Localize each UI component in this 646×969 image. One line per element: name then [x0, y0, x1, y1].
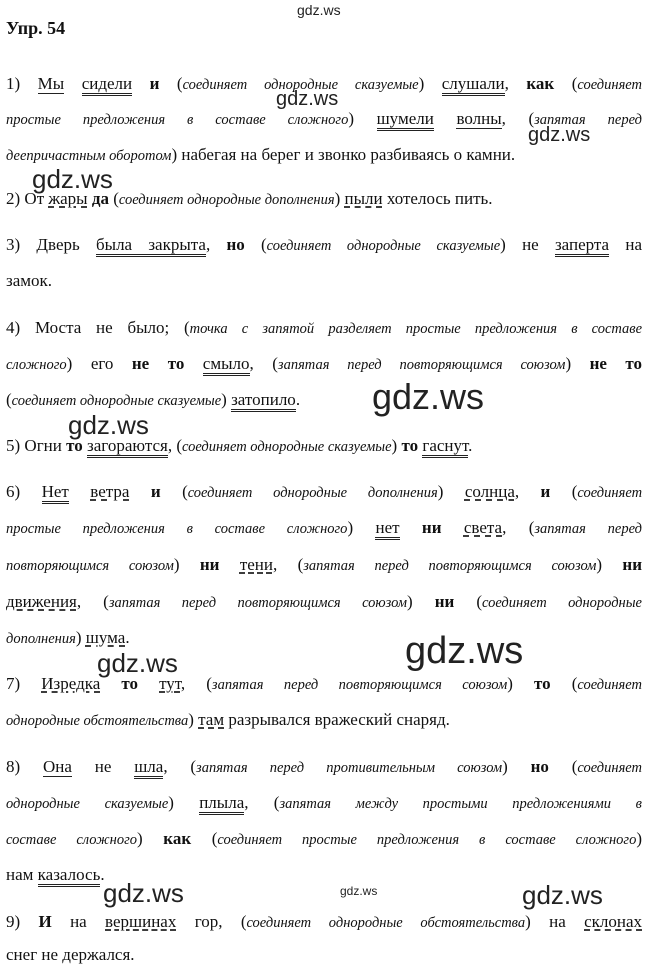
text: набегая на берег и звонко разбиваясь о камни.	[181, 145, 516, 164]
conjunction: то	[121, 674, 138, 693]
adverbial: вершинах	[105, 912, 177, 931]
conjunction: то	[66, 436, 83, 455]
conjunction: но	[226, 235, 245, 254]
conjunction: ни	[421, 518, 442, 537]
note: соединяет однородные дополнения	[118, 192, 335, 208]
sentence-number: 9)	[6, 912, 21, 931]
predicate: сидели	[82, 74, 132, 96]
note: сложного	[6, 357, 67, 373]
conjunction: как	[526, 74, 555, 93]
conjunction: то	[534, 674, 551, 693]
object: тени	[239, 555, 273, 574]
sentence-number: 6)	[6, 482, 21, 501]
sentence-9-line-1: 9) И на вершинах гор, (соединяет однородные обстоятельства) на склонах	[6, 912, 643, 931]
note: дополнения	[6, 631, 76, 647]
sentence-number: 5)	[6, 436, 21, 455]
note: соединяет	[577, 760, 643, 776]
sentence-4-line-1: 4) Моста не было; (точка с запятой разделяет простые предложения в составе	[6, 318, 643, 337]
predicate: затопило	[231, 390, 296, 412]
conjunction: да	[91, 189, 109, 208]
note: запятая перед повторяющимся союзом	[108, 595, 408, 611]
conjunction: не то	[589, 354, 643, 373]
sentence-5: 5) Огни то загораются, (соединяет однородные сказуемые) то гаснут.	[6, 435, 642, 458]
sentence-4-line-3: (соединяет однородные сказуемые) затопило.	[6, 389, 642, 412]
sentence-6-line-1: 6) Нет ветра и (соединяет однородные дополнения) солнца, и (соединяет	[6, 481, 642, 504]
watermark: gdz.ws	[97, 648, 178, 678]
predicate: Нет	[42, 482, 69, 504]
note: соединяет однородные сказуемые	[182, 439, 392, 455]
sentence-8-line-4: нам казалось.	[6, 864, 642, 886]
watermark: gdz.ws	[372, 376, 485, 417]
conjunction: то	[401, 436, 419, 455]
adverbial: тут	[159, 674, 181, 693]
object: пыли	[344, 189, 383, 208]
note: запятая перед противительным союзом	[196, 760, 503, 776]
note: соединяет	[577, 485, 643, 501]
watermark: gdz.ws	[528, 124, 591, 146]
sentence-number: 1)	[6, 74, 21, 93]
conjunction: и	[149, 74, 160, 93]
sentence-9-line-2: снег не держался.	[6, 945, 135, 964]
conjunction: ни	[434, 592, 455, 611]
note: составе сложного	[6, 832, 138, 848]
conjunction: и	[540, 482, 551, 501]
conjunction: и	[150, 482, 161, 501]
predicate: казалось	[38, 865, 101, 887]
sentence-7-line-1: 7) Изредка то тут, (запятая перед повторяющимся союзом) то (соединяет	[6, 674, 643, 693]
sentence-number: 4)	[6, 318, 21, 337]
sentence-1-line-3: деепричастным оборотом) набегая на берег и звонко разбиваясь о камни.	[6, 145, 516, 164]
note: запятая перед повторяющимся союзом	[303, 558, 597, 574]
sentence-number: 2)	[6, 189, 21, 208]
watermark: gdz.ws	[405, 630, 524, 672]
predicate: слушали	[442, 74, 505, 96]
object: жары	[48, 189, 88, 208]
conjunction: ни	[622, 555, 643, 574]
watermark: gdz.ws	[103, 878, 184, 908]
sentence-3-line-2: замок.	[6, 271, 53, 290]
object: солнца	[464, 482, 515, 501]
sentence-7-line-2: однородные обстоятельства) там разрывался вражеский снаряд.	[6, 710, 450, 729]
sentence-number: 3)	[6, 235, 21, 254]
note: простые предложения в составе сложного	[6, 521, 348, 537]
object: шума	[85, 628, 126, 647]
note: запятая перед повторяющимся союзом	[211, 677, 508, 693]
object: ветра	[90, 482, 130, 501]
sentence-number: 8)	[6, 757, 21, 776]
conjunction: как	[163, 829, 192, 848]
subject: Она	[42, 757, 72, 776]
sentence-3-line-1: 3) Дверь была закрыта, но (соединяет однородные сказуемые) не заперта на	[6, 234, 642, 257]
conjunction: И	[38, 912, 52, 931]
adverbial: склонах	[584, 912, 643, 931]
predicate: плыла	[199, 793, 244, 815]
subject: волны	[456, 109, 502, 128]
watermark: gdz.ws	[32, 164, 113, 194]
sentence-8-line-3: составе сложного) как (соединяет простые предложения в составе сложного)	[6, 829, 643, 848]
note: соединяет простые предложения в составе сложного	[217, 832, 637, 848]
conjunction: не то	[131, 354, 185, 373]
note: однородные обстоятельства	[6, 713, 189, 729]
note: запятая перед	[534, 112, 642, 128]
note: соединяет однородные	[482, 595, 642, 611]
predicate: нет	[375, 518, 399, 540]
sentence-6-line-3: повторяющимся союзом) ни тени, (запятая перед повторяющимся союзом) ни	[6, 555, 643, 574]
watermark: gdz.ws	[68, 410, 149, 440]
sentence-8-line-1: 8) Она не шла, (запятая перед противительным союзом) но (соединяет	[6, 756, 642, 779]
sentence-8-line-2: однородные сказуемые) плыла, (запятая между простыми предложениями в	[6, 792, 642, 815]
note: соединяет однородные сказуемые	[266, 238, 501, 254]
watermark: gdz.ws	[297, 2, 341, 18]
conjunction: но	[530, 757, 549, 776]
note: соединяет	[577, 77, 643, 93]
predicate: смыло	[203, 354, 250, 376]
predicate: шла	[134, 757, 163, 779]
note: повторяющимся союзом	[6, 558, 174, 574]
sentence-6-line-2: простые предложения в составе сложного) нет ни света, (запятая перед	[6, 517, 642, 540]
conjunction: ни	[199, 555, 220, 574]
sentence-number: 7)	[6, 674, 21, 693]
object: света	[463, 518, 503, 537]
predicate: заперта	[555, 235, 609, 257]
object: движения	[6, 592, 77, 611]
note: деепричастным оборотом	[6, 148, 172, 164]
watermark: gdz.ws	[522, 880, 603, 910]
sentence-6-line-4: движения, (запятая перед повторяющимся союзом) ни (соединяет однородные	[6, 592, 642, 611]
note: соединяет однородные сказуемые	[11, 393, 222, 409]
sentence-6-line-5: дополнения) шума.	[6, 628, 130, 647]
sentence-1-line-2: простые предложения в составе сложного) шумели волны, (запятая перед	[6, 108, 642, 131]
note: запятая между простыми предложениями в	[279, 796, 642, 812]
sentence-1-line-1: 1) Мы сидели и (соединяет однородные сказуемые) слушали, как (соединяет	[6, 73, 642, 96]
note: соединяет	[577, 677, 643, 693]
watermark: gdz.ws	[276, 88, 339, 110]
note: запятая перед повторяющимся союзом	[277, 357, 566, 373]
note: соединяет однородные сказуемые	[182, 77, 419, 93]
adverbial: Изредка	[41, 674, 101, 693]
note: запятая перед	[534, 521, 642, 537]
predicate: гаснут	[422, 436, 468, 458]
note: точка с запятой разделяет простые предложения в составе	[189, 321, 643, 337]
note: соединяет однородные обстоятельства	[246, 915, 526, 931]
predicate: была закрыта	[96, 235, 206, 257]
note: простые предложения в составе сложного	[6, 112, 349, 128]
sentence-4-line-2: сложного) его не то смыло, (запятая перед повторяющимся союзом) не то	[6, 353, 642, 376]
subject: Мы	[37, 74, 65, 93]
note: соединяет однородные дополнения	[187, 485, 438, 501]
predicate: шумели	[377, 109, 434, 131]
exercise-title: Упр. 54	[6, 18, 66, 38]
watermark: gdz.ws	[340, 884, 378, 898]
note: однородные сказуемые	[6, 796, 169, 812]
predicate: загораются	[87, 436, 168, 458]
sentence-2: 2) От жары да (соединяет однородные дополнения) пыли хотелось пить.	[6, 189, 493, 208]
adverbial: там	[198, 710, 225, 729]
